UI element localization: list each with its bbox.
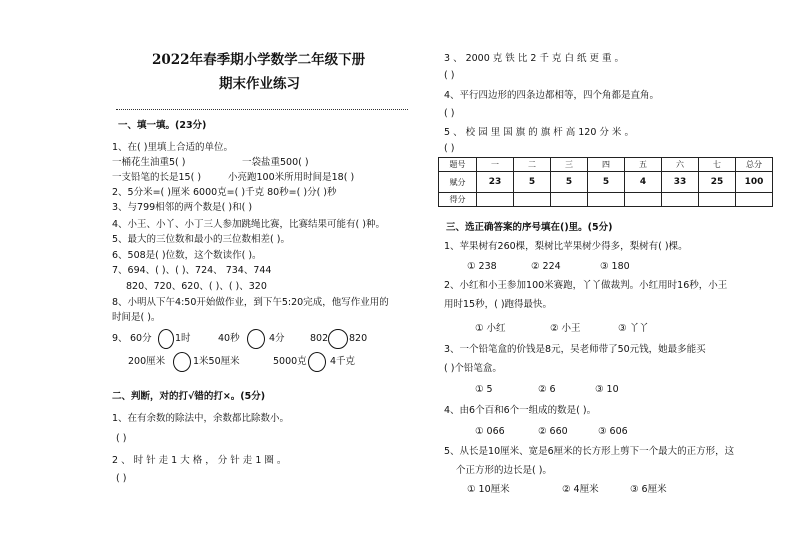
q3-text: 3、与799相邻的两个数是( )和( )	[112, 202, 253, 213]
choice-2-text-a: 2、小红和小王参加100米赛跑，丫丫做裁判。小红用时16秒，小王	[444, 280, 728, 291]
choice-4-option[interactable]: ② 660	[538, 426, 568, 437]
choice-1-text: 1、苹果树有260棵，梨树比苹果树少得多，梨树有( )棵。	[444, 241, 688, 252]
table-cell: 25	[699, 172, 736, 193]
choice-1-option[interactable]: ② 224	[531, 261, 561, 272]
choice-1-option[interactable]: ③ 180	[600, 261, 630, 272]
choice-4-option[interactable]: ① 066	[475, 426, 505, 437]
choice-5-option[interactable]: ① 10厘米	[467, 484, 510, 495]
judge-5-text: 5 、 校 园 里 国 旗 的 旗 杆 高 120 分 米 。	[444, 127, 634, 138]
q1-text: 1、在( )里填上合适的单位。	[112, 142, 233, 153]
table-cell: 三	[551, 158, 588, 172]
judge-1-paren: ( )	[116, 433, 127, 444]
compare-5-oval[interactable]	[308, 352, 326, 372]
q8b-text: 时间是( )。	[112, 312, 161, 323]
q4-text: 4、小王、小丫、小丁三人参加跳绳比赛，比赛结果可能有( )种。	[112, 219, 385, 230]
section-1-title: 一、填一填。(23分)	[118, 120, 207, 131]
table-cell: 五	[625, 158, 662, 172]
compare-2-left: 40秒	[218, 333, 240, 344]
q5-text: 5、最大的三位数和最小的三位数相差( )。	[112, 234, 290, 245]
q1c-text: 一支铅笔的长是15( )	[112, 172, 202, 183]
table-cell: 题号	[439, 158, 477, 172]
compare-2-oval[interactable]	[247, 329, 265, 349]
section-2-title: 二、判断，对的打√错的打×。(5分)	[112, 391, 266, 402]
page-subtitle: 期末作业练习	[219, 76, 300, 92]
compare-4-oval[interactable]	[173, 352, 191, 372]
q2-text: 2、5分米=( )厘米 6000克=( )千克 80秒=( )分( )秒	[112, 187, 337, 198]
table-cell: 七	[699, 158, 736, 172]
judge-4-text: 4、平行四边形的四条边都相等，四个角都是直角。	[444, 90, 660, 101]
table-cell: 二	[514, 158, 551, 172]
q8a-text: 8、小明从下午4:50开始做作业，到下午5:20完成，他写作业用的	[112, 297, 389, 308]
score-value-row	[439, 172, 773, 193]
q9-number: 9、	[112, 333, 128, 344]
score-input-cell[interactable]	[699, 193, 736, 207]
judge-2-text: 2 、 时 针 走 1 大 格 ， 分 针 走 1 圈 。	[112, 455, 287, 466]
table-cell: 四	[588, 158, 625, 172]
choice-1-option[interactable]: ① 238	[467, 261, 497, 272]
section-3-title: 三、选正确答案的序号填在()里。(5分)	[446, 222, 613, 233]
score-input-cell[interactable]	[551, 193, 588, 207]
table-cell: 33	[662, 172, 699, 193]
q6-text: 6、508是( )位数，这个数读作( )。	[112, 250, 262, 261]
table-cell: 5	[514, 172, 551, 193]
score-input-cell[interactable]	[477, 193, 514, 207]
choice-2-option[interactable]: ③ 丫丫	[618, 323, 649, 334]
compare-1-left: 60分	[130, 333, 152, 344]
choice-4-option[interactable]: ③ 606	[598, 426, 628, 437]
table-cell: 总分	[736, 158, 773, 172]
table-cell: 100	[736, 172, 773, 193]
choice-3-option[interactable]: ① 5	[475, 384, 493, 395]
judge-1-text: 1、在有余数的除法中，余数都比除数小。	[112, 413, 290, 424]
compare-3-right: 820	[349, 333, 368, 344]
choice-3-text-b: ( )个铅笔盒。	[444, 363, 502, 374]
q7a-text: 7、694、( )、( )、724、 734、744	[112, 265, 272, 276]
judge-2-paren: ( )	[116, 473, 127, 484]
table-cell: 23	[477, 172, 514, 193]
compare-3-oval[interactable]	[328, 329, 348, 349]
judge-4-paren: ( )	[444, 108, 455, 119]
choice-3-option[interactable]: ② 6	[538, 384, 556, 395]
score-blank-row	[439, 193, 773, 207]
compare-3-left: 802	[310, 333, 329, 344]
compare-5-left: 5000克	[273, 356, 307, 367]
choice-5-text-b: 个正方形的边长是( )。	[456, 465, 552, 476]
compare-4-left: 200厘米	[128, 356, 166, 367]
choice-5-text-a: 5、从长是10厘米、宽是6厘米的长方形上剪下一个最大的正方形，这	[444, 446, 735, 457]
score-input-cell[interactable]	[736, 193, 773, 207]
page-title: 2022年春季期小学数学二年级下册	[152, 52, 366, 68]
table-cell: 4	[625, 172, 662, 193]
choice-3-text-a: 3、一个铅笔盒的价钱是8元，吴老师带了50元钱，她最多能买	[444, 344, 706, 355]
score-table	[438, 157, 773, 207]
choice-2-text-b: 用时15秒，( )跑得最快。	[444, 299, 553, 310]
score-header-row	[439, 158, 773, 172]
dotted-divider	[116, 109, 408, 110]
q1a-text: 一桶花生油重5( )	[112, 157, 186, 168]
table-cell: 六	[662, 158, 699, 172]
choice-2-option[interactable]: ① 小红	[475, 323, 506, 334]
q7b-text: 820、720、620、( )、( )、320	[126, 281, 267, 292]
score-input-cell[interactable]	[662, 193, 699, 207]
judge-3-paren: ( )	[444, 70, 455, 81]
judge-5-paren: ( )	[444, 143, 455, 154]
q1b-text: 一袋盐重500( )	[242, 157, 309, 168]
choice-5-option[interactable]: ② 4厘米	[562, 484, 599, 495]
compare-4-right: 1米50厘米	[193, 356, 240, 367]
judge-3-text: 3 、 2000 克 铁 比 2 千 克 白 纸 更 重 。	[444, 53, 625, 64]
score-input-cell[interactable]	[514, 193, 551, 207]
table-cell: 得分	[439, 193, 477, 207]
score-input-cell[interactable]	[588, 193, 625, 207]
q1d-text: 小亮跑100米所用时间是18( )	[228, 172, 355, 183]
compare-1-oval[interactable]	[158, 329, 174, 349]
compare-1-right: 1时	[175, 333, 191, 344]
compare-5-right: 4千克	[330, 356, 356, 367]
score-input-cell[interactable]	[625, 193, 662, 207]
choice-5-option[interactable]: ③ 6厘米	[630, 484, 667, 495]
table-cell: 赋分	[439, 172, 477, 193]
table-cell: 5	[551, 172, 588, 193]
choice-3-option[interactable]: ③ 10	[595, 384, 619, 395]
table-cell: 一	[477, 158, 514, 172]
choice-2-option[interactable]: ② 小王	[550, 323, 581, 334]
compare-2-right: 4分	[269, 333, 285, 344]
table-cell: 5	[588, 172, 625, 193]
choice-4-text: 4、由6个百和6个一组成的数是( )。	[444, 405, 597, 416]
